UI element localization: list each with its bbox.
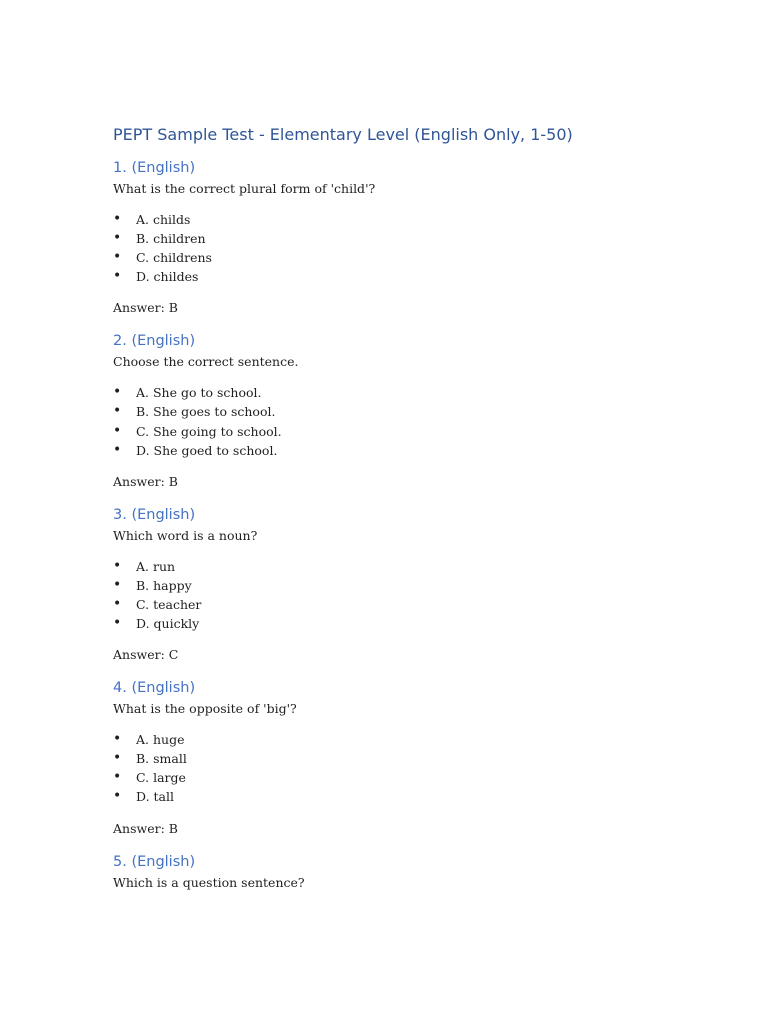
- answer-text: Answer: B: [113, 820, 178, 836]
- answer-text: Answer: B: [113, 473, 178, 489]
- option-list: [113, 557, 713, 633]
- option-label: D. tall: [136, 789, 174, 805]
- option-label: C. large: [136, 770, 186, 786]
- option-item: [113, 229, 713, 248]
- question-heading: 4. (English): [113, 680, 196, 697]
- option-list: [113, 730, 713, 806]
- question-text: Choose the correct sentence.: [113, 354, 299, 370]
- option-label: A. huge: [136, 732, 185, 748]
- bullet-icon: •: [113, 576, 122, 593]
- option-label: B. happy: [136, 577, 192, 593]
- question-heading: 5. (English): [113, 853, 196, 870]
- question-4: [113, 678, 713, 837]
- bullet-icon: •: [113, 595, 122, 612]
- option-item: [113, 557, 713, 576]
- option-label: A. She go to school.: [136, 385, 262, 401]
- bullet-icon: •: [113, 268, 122, 285]
- question-text: What is the opposite of 'big'?: [113, 701, 297, 717]
- option-item: [113, 768, 713, 787]
- question-2: [113, 331, 713, 490]
- option-item: [113, 267, 713, 286]
- question-1: [113, 158, 713, 317]
- question-text: Which is a question sentence?: [113, 874, 305, 890]
- bullet-icon: •: [113, 403, 122, 420]
- bullet-icon: •: [113, 211, 122, 227]
- option-label: D. quickly: [136, 616, 200, 632]
- question-text: What is the correct plural form of 'child'?: [113, 181, 376, 196]
- document-title: PEPT Sample Test - Elementary Level (English Only, 1-50): [113, 125, 573, 144]
- bullet-icon: •: [113, 422, 122, 439]
- document-page: [113, 124, 713, 904]
- bullet-icon: •: [113, 384, 122, 401]
- bullet-icon: •: [113, 731, 122, 748]
- bullet-icon: •: [113, 788, 122, 805]
- option-list: [113, 383, 713, 459]
- question-heading: 3. (English): [113, 506, 196, 523]
- answer-text: Answer: B: [113, 300, 178, 316]
- option-item: [113, 441, 713, 460]
- bullet-icon: •: [113, 750, 122, 767]
- option-label: C. She going to school.: [136, 423, 282, 439]
- option-item: [113, 248, 713, 267]
- option-label: D. childes: [136, 269, 199, 285]
- question-heading: 1. (English): [113, 160, 196, 176]
- question-5: [113, 852, 713, 892]
- option-item: [113, 422, 713, 441]
- question-text: Which word is a noun?: [113, 527, 258, 543]
- bullet-icon: •: [113, 615, 122, 632]
- option-label: B. She goes to school.: [136, 404, 276, 420]
- option-item: [113, 383, 713, 402]
- option-item: [113, 787, 713, 806]
- option-item: [113, 614, 713, 633]
- option-item: [113, 576, 713, 595]
- option-label: B. children: [136, 231, 206, 247]
- option-label: A. run: [136, 558, 176, 574]
- option-label: C. childrens: [136, 250, 212, 266]
- option-label: C. teacher: [136, 596, 202, 612]
- question-3: [113, 505, 713, 664]
- answer-text: Answer: C: [113, 647, 179, 663]
- question-heading: 2. (English): [113, 333, 196, 350]
- option-label: A. childs: [136, 212, 191, 227]
- bullet-icon: •: [113, 230, 122, 247]
- bullet-icon: •: [113, 557, 122, 574]
- option-item: [113, 402, 713, 421]
- option-label: D. She goed to school.: [136, 442, 278, 458]
- bullet-icon: •: [113, 441, 122, 458]
- option-item: [113, 210, 713, 229]
- bullet-icon: •: [113, 249, 122, 266]
- bullet-icon: •: [113, 769, 122, 786]
- option-item: [113, 595, 713, 614]
- option-label: B. small: [136, 751, 187, 767]
- option-item: [113, 730, 713, 749]
- option-item: [113, 749, 713, 768]
- option-list: [113, 210, 713, 286]
